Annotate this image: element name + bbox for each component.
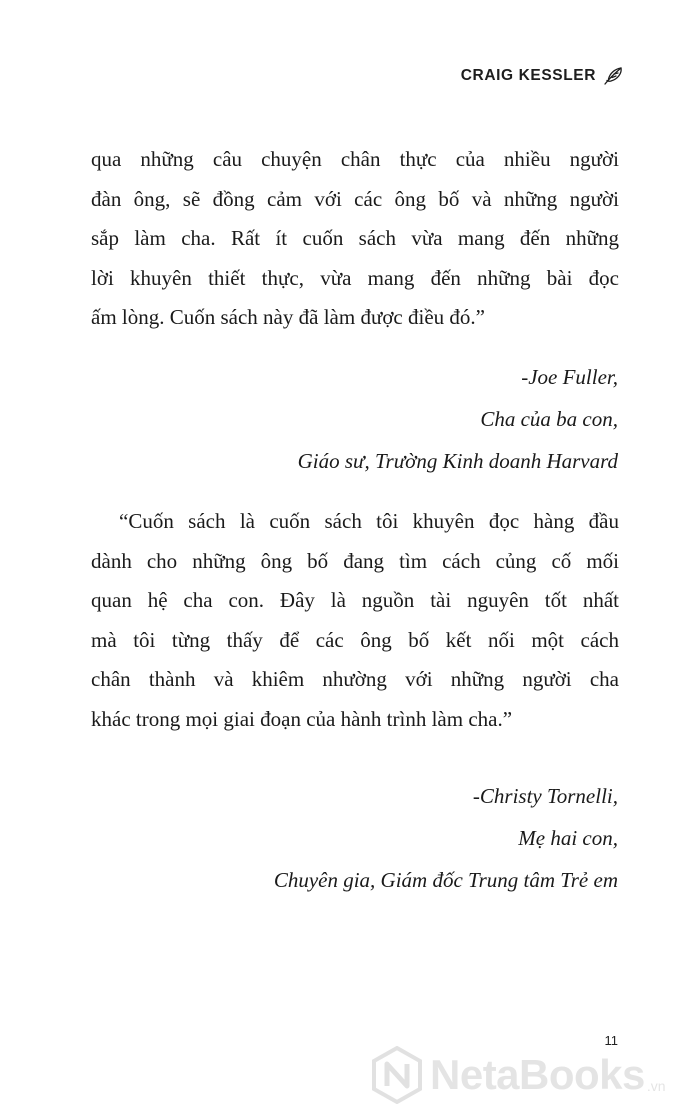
text-line: mà tôi từng thấy để các ông bố kết nối một cách — [91, 627, 619, 652]
text-line: sắp làm cha. Rất ít cuốn sách vừa mang đến những — [91, 226, 619, 250]
text-line: “Cuốn sách là cuốn sách tôi khuyên đọc hàng đầu — [119, 509, 619, 533]
watermark-brand: NetaBooks — [430, 1051, 645, 1098]
watermark — [372, 1046, 666, 1104]
text-line: ấm lòng. Cuốn sách này đã làm được điều đó.” — [91, 305, 485, 329]
text-line: qua những câu chuyện chân thực của nhiều người — [91, 147, 619, 171]
text-line: khác trong mọi giai đoạn của hành trình làm cha.” — [91, 706, 513, 731]
text-line: chân thành và khiêm nhường với những người cha — [91, 667, 619, 691]
attribution-name: -Joe Fuller, — [521, 365, 618, 389]
attribution-1 — [138, 356, 618, 482]
attribution-2 — [138, 775, 618, 901]
attribution-role: Mẹ hai con, — [518, 826, 618, 850]
watermark-suffix: .vn — [646, 1078, 666, 1094]
text-line: lời khuyên thiết thực, vừa mang đến những bài đọc — [91, 265, 619, 290]
text-line: quan hệ cha con. Đây là nguồn tài nguyên tốt nhất — [91, 588, 619, 612]
text-line: dành cho những ông bố đang tìm cách củng cố mối — [91, 548, 619, 573]
quote-paragraph-2 — [91, 502, 619, 739]
attribution-title: Chuyên gia, Giám đốc Trung tâm Trẻ em — [273, 868, 618, 892]
attribution-name: -Christy Tornelli, — [472, 784, 618, 808]
text-line: đàn ông, sẽ đồng cảm với các ông bố và những người — [91, 186, 619, 211]
quote-paragraph-1 — [91, 140, 619, 338]
author-name: CRAIG KESSLER — [460, 67, 596, 84]
netabooks-logo-icon — [372, 1046, 422, 1104]
attribution-title: Giáo sư, Trường Kinh doanh Harvard — [297, 449, 618, 473]
feather-icon — [601, 64, 625, 88]
page-number: 11 — [604, 1033, 618, 1048]
running-header — [461, 64, 625, 88]
attribution-role: Cha của ba con, — [480, 407, 618, 431]
